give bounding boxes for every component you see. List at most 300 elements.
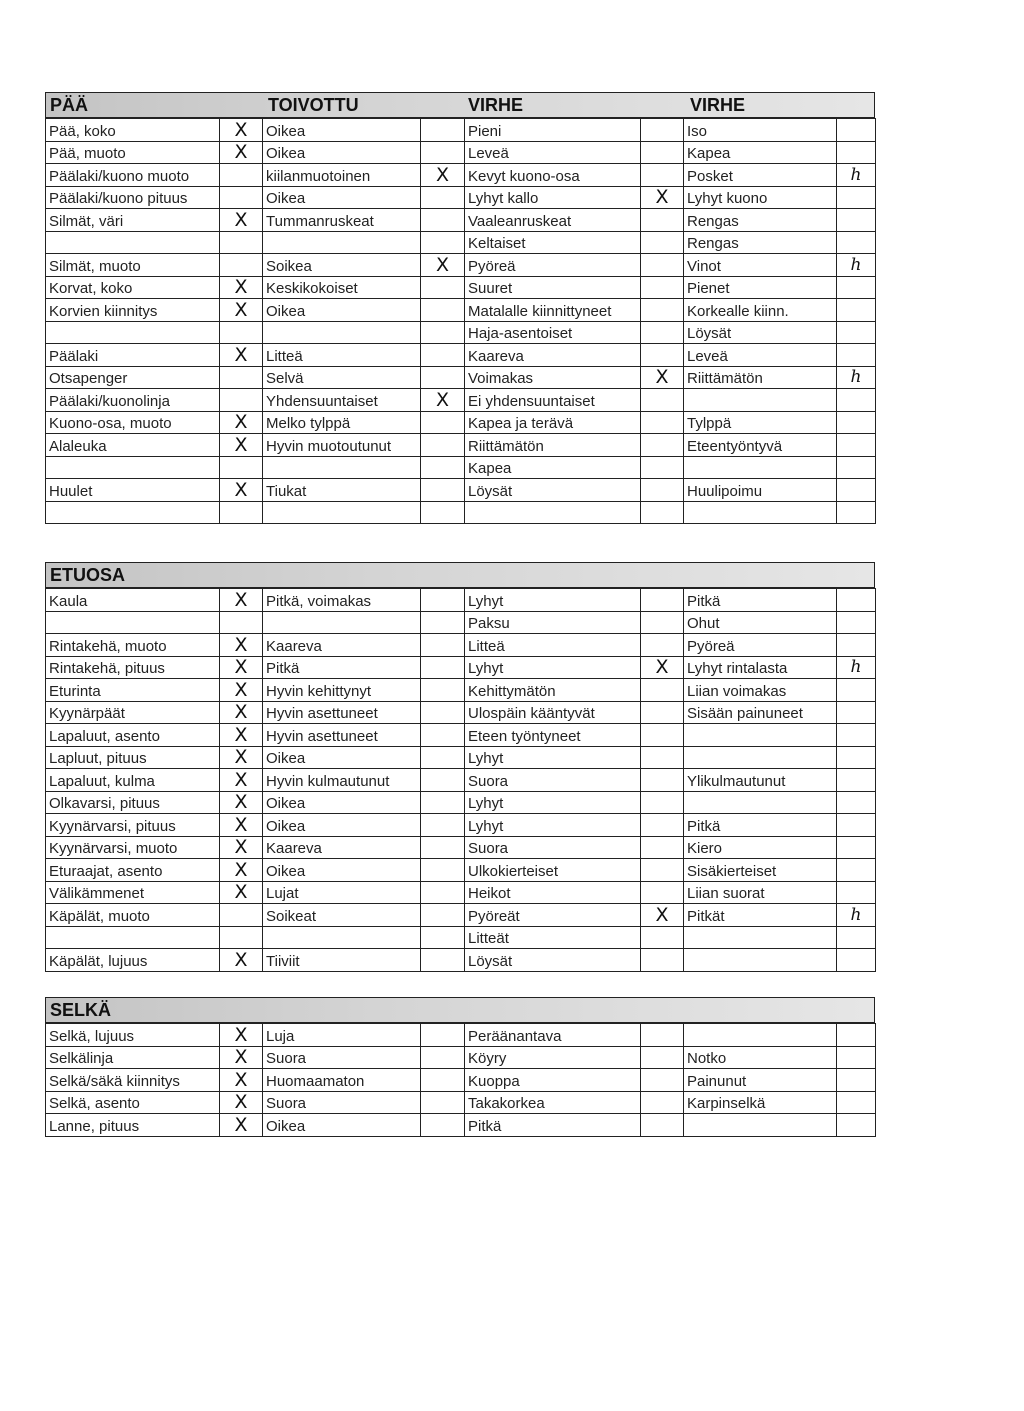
option-cell: Rengas: [684, 231, 837, 254]
note-cell: h: [837, 366, 876, 389]
check-mark-cell: [641, 769, 684, 792]
note-cell: [837, 501, 876, 524]
check-mark-cell: [641, 389, 684, 412]
check-mark-cell: [421, 769, 465, 792]
option-cell: Suora: [465, 769, 641, 792]
note-cell: [837, 456, 876, 479]
check-mark-cell: X: [220, 299, 263, 322]
option-cell: Huomaamaton: [263, 1069, 421, 1092]
check-mark-cell: [641, 1024, 684, 1047]
check-mark-cell: [641, 1069, 684, 1092]
check-mark-cell: [220, 366, 263, 389]
note-cell: [837, 141, 876, 164]
check-mark-cell: [641, 434, 684, 457]
section-selka: [45, 997, 875, 1137]
table-row: [46, 634, 876, 657]
option-cell: Melko tylppä: [263, 411, 421, 434]
note-cell: [837, 434, 876, 457]
table-row: [46, 209, 876, 232]
table-row: [46, 859, 876, 882]
check-mark-cell: [421, 299, 465, 322]
note-cell: h: [837, 656, 876, 679]
trait-label-cell: [46, 321, 220, 344]
check-mark-cell: [421, 656, 465, 679]
table-row: [46, 814, 876, 837]
check-mark-cell: [641, 254, 684, 277]
check-mark-cell: X: [220, 836, 263, 859]
note-cell: [837, 411, 876, 434]
table-row: [46, 456, 876, 479]
option-cell: Iso: [684, 119, 837, 142]
note-cell: [837, 859, 876, 882]
option-cell: Eteentyöntyvä: [684, 434, 837, 457]
option-cell: [465, 501, 641, 524]
check-mark-cell: [641, 411, 684, 434]
note-cell: [837, 186, 876, 209]
trait-label-cell: Alaleuka: [46, 434, 220, 457]
note-cell: [837, 231, 876, 254]
check-mark-cell: X: [220, 276, 263, 299]
option-cell: Litteä: [263, 344, 421, 367]
check-mark-cell: [641, 926, 684, 949]
option-cell: [684, 456, 837, 479]
option-cell: [684, 791, 837, 814]
check-mark-cell: [641, 701, 684, 724]
check-mark-cell: [641, 791, 684, 814]
check-mark-cell: X: [220, 656, 263, 679]
option-cell: [684, 501, 837, 524]
check-mark-cell: [421, 119, 465, 142]
check-mark-cell: [641, 1114, 684, 1137]
option-cell: Pyöreät: [465, 904, 641, 927]
check-mark-cell: [641, 164, 684, 187]
check-mark-cell: [421, 881, 465, 904]
trait-label-cell: Eturinta: [46, 679, 220, 702]
check-mark-cell: [220, 501, 263, 524]
note-cell: [837, 299, 876, 322]
note-cell: [837, 836, 876, 859]
option-cell: Ulkokierteiset: [465, 859, 641, 882]
option-cell: Kiero: [684, 836, 837, 859]
check-mark-cell: X: [220, 1114, 263, 1137]
table-row: [46, 276, 876, 299]
note-cell: [837, 791, 876, 814]
option-cell: Sisäkierteiset: [684, 859, 837, 882]
trait-label-cell: Korvat, koko: [46, 276, 220, 299]
check-mark-cell: [641, 836, 684, 859]
check-mark-cell: [641, 679, 684, 702]
trait-label-cell: Käpälät, muoto: [46, 904, 220, 927]
trait-label-cell: Lapluut, pituus: [46, 746, 220, 769]
note-cell: h: [837, 164, 876, 187]
trait-label-cell: Päälaki: [46, 344, 220, 367]
table-row: [46, 344, 876, 367]
check-mark-cell: [641, 611, 684, 634]
option-cell: Tiiviit: [263, 949, 421, 972]
option-cell: Oikea: [263, 1114, 421, 1137]
check-mark-cell: [220, 904, 263, 927]
check-mark-cell: [220, 926, 263, 949]
option-cell: Posket: [684, 164, 837, 187]
check-mark-cell: X: [220, 411, 263, 434]
option-cell: Huulipoimu: [684, 479, 837, 502]
check-mark-cell: [421, 209, 465, 232]
trait-label-cell: Rintakehä, muoto: [46, 634, 220, 657]
trait-label-cell: Lanne, pituus: [46, 1114, 220, 1137]
option-cell: Suuret: [465, 276, 641, 299]
section-header-etuosa: [45, 562, 875, 588]
option-cell: Leveä: [465, 141, 641, 164]
note-cell: [837, 344, 876, 367]
option-cell: Lyhyt: [465, 589, 641, 612]
check-mark-cell: X: [220, 701, 263, 724]
note-cell: h: [837, 904, 876, 927]
option-cell: Hyvin asettuneet: [263, 701, 421, 724]
check-mark-cell: X: [421, 164, 465, 187]
check-mark-cell: [641, 479, 684, 502]
trait-label-cell: Pää, muoto: [46, 141, 220, 164]
table-row: [46, 231, 876, 254]
option-cell: [684, 746, 837, 769]
table-row: [46, 611, 876, 634]
option-cell: Oikea: [263, 119, 421, 142]
option-cell: Paksu: [465, 611, 641, 634]
option-cell: Pyöreä: [465, 254, 641, 277]
check-mark-cell: [421, 479, 465, 502]
check-mark-cell: X: [220, 1024, 263, 1047]
option-cell: Pitkä, voimakas: [263, 589, 421, 612]
note-cell: [837, 926, 876, 949]
trait-label-cell: Päälaki/kuono pituus: [46, 186, 220, 209]
table-row: [46, 701, 876, 724]
check-mark-cell: [641, 321, 684, 344]
table-row: [46, 836, 876, 859]
check-mark-cell: [421, 859, 465, 882]
check-mark-cell: [220, 164, 263, 187]
option-cell: Selvä: [263, 366, 421, 389]
trait-label-cell: Pää, koko: [46, 119, 220, 142]
option-cell: Suora: [263, 1046, 421, 1069]
option-cell: [684, 389, 837, 412]
note-cell: [837, 1069, 876, 1092]
note-cell: [837, 679, 876, 702]
header-title: PÄÄ: [50, 95, 89, 115]
check-mark-cell: [641, 209, 684, 232]
trait-label-cell: Lapaluut, kulma: [46, 769, 220, 792]
option-cell: Haja-asentoiset: [465, 321, 641, 344]
trait-label-cell: [46, 456, 220, 479]
check-mark-cell: X: [220, 434, 263, 457]
header-title: SELKÄ: [50, 1000, 112, 1020]
check-mark-cell: [421, 1114, 465, 1137]
check-mark-cell: [641, 456, 684, 479]
header-toivottu: TOIVOTTU: [268, 95, 359, 115]
table-row: [46, 769, 876, 792]
option-cell: Hyvin kulmautunut: [263, 769, 421, 792]
trait-label-cell: Huulet: [46, 479, 220, 502]
header-title: ETUOSA: [50, 565, 126, 585]
header-virhe-1: VIRHE: [468, 95, 524, 115]
note-cell: [837, 746, 876, 769]
option-cell: Painunut: [684, 1069, 837, 1092]
check-mark-cell: X: [220, 949, 263, 972]
header-virhe-2: VIRHE: [690, 95, 746, 115]
trait-label-cell: Otsapenger: [46, 366, 220, 389]
trait-label-cell: Päälaki/kuono muoto: [46, 164, 220, 187]
check-mark-cell: [421, 701, 465, 724]
option-cell: Ohut: [684, 611, 837, 634]
option-cell: Tummanruskeat: [263, 209, 421, 232]
check-mark-cell: [641, 634, 684, 657]
check-mark-cell: X: [220, 724, 263, 747]
check-mark-cell: [220, 389, 263, 412]
trait-label-cell: Kyynärpäät: [46, 701, 220, 724]
check-mark-cell: [421, 141, 465, 164]
check-mark-cell: X: [220, 791, 263, 814]
option-cell: Peräänantava: [465, 1024, 641, 1047]
check-mark-cell: [641, 119, 684, 142]
table-row: [46, 656, 876, 679]
option-cell: Vaaleanruskeat: [465, 209, 641, 232]
trait-label-cell: Kaula: [46, 589, 220, 612]
option-cell: Hyvin muotoutunut: [263, 434, 421, 457]
check-mark-cell: X: [421, 254, 465, 277]
note-cell: [837, 814, 876, 837]
table-row: [46, 119, 876, 142]
check-mark-cell: [641, 859, 684, 882]
note-cell: [837, 479, 876, 502]
option-cell: Lujat: [263, 881, 421, 904]
table-row: [46, 724, 876, 747]
option-cell: Tiukat: [263, 479, 421, 502]
check-mark-cell: X: [220, 769, 263, 792]
table-row: [46, 321, 876, 344]
check-mark-cell: [421, 746, 465, 769]
check-mark-cell: [421, 186, 465, 209]
trait-label-cell: Silmät, muoto: [46, 254, 220, 277]
option-cell: [263, 926, 421, 949]
option-cell: Pitkä: [465, 1114, 641, 1137]
option-cell: Takakorkea: [465, 1091, 641, 1114]
option-cell: Kapea ja terävä: [465, 411, 641, 434]
option-cell: Oikea: [263, 141, 421, 164]
table-row: [46, 501, 876, 524]
option-cell: kiilanmuotoinen: [263, 164, 421, 187]
check-mark-cell: [220, 611, 263, 634]
table-row: [46, 479, 876, 502]
check-mark-cell: X: [220, 634, 263, 657]
trait-label-cell: [46, 231, 220, 254]
trait-label-cell: [46, 501, 220, 524]
check-mark-cell: [421, 456, 465, 479]
option-cell: Liian suorat: [684, 881, 837, 904]
check-mark-cell: [421, 411, 465, 434]
option-cell: Litteät: [465, 926, 641, 949]
check-mark-cell: X: [220, 679, 263, 702]
note-cell: [837, 949, 876, 972]
trait-label-cell: Eturaajat, asento: [46, 859, 220, 882]
check-mark-cell: [641, 949, 684, 972]
table-row: [46, 254, 876, 277]
check-mark-cell: X: [220, 1091, 263, 1114]
check-mark-cell: [421, 1091, 465, 1114]
check-mark-cell: [421, 679, 465, 702]
option-cell: Pitkät: [684, 904, 837, 927]
trait-label-cell: Välikämmenet: [46, 881, 220, 904]
option-cell: Lyhyt: [465, 656, 641, 679]
trait-label-cell: Olkavarsi, pituus: [46, 791, 220, 814]
option-cell: Riittämätön: [465, 434, 641, 457]
trait-label-cell: Silmät, väri: [46, 209, 220, 232]
option-cell: Riittämätön: [684, 366, 837, 389]
option-cell: Lyhyt kuono: [684, 186, 837, 209]
option-cell: Soikeat: [263, 904, 421, 927]
check-mark-cell: [641, 299, 684, 322]
check-mark-cell: [421, 1069, 465, 1092]
check-mark-cell: [641, 746, 684, 769]
check-mark-cell: X: [220, 746, 263, 769]
trait-label-cell: Kyynärvarsi, muoto: [46, 836, 220, 859]
option-cell: Hyvin kehittynyt: [263, 679, 421, 702]
check-mark-cell: [421, 589, 465, 612]
option-cell: Oikea: [263, 186, 421, 209]
option-cell: [263, 321, 421, 344]
section-header-selka: [45, 997, 875, 1023]
option-cell: Pitkä: [684, 814, 837, 837]
option-cell: Kapea: [684, 141, 837, 164]
table-etuosa: [45, 588, 876, 972]
option-cell: Kapea: [465, 456, 641, 479]
note-cell: [837, 1046, 876, 1069]
check-mark-cell: [421, 231, 465, 254]
trait-label-cell: Kuono-osa, muoto: [46, 411, 220, 434]
option-cell: [684, 1024, 837, 1047]
check-mark-cell: X: [220, 881, 263, 904]
option-cell: Tylppä: [684, 411, 837, 434]
option-cell: Pitkä: [263, 656, 421, 679]
option-cell: Lyhyt: [465, 814, 641, 837]
option-cell: Pitkä: [684, 589, 837, 612]
note-cell: [837, 881, 876, 904]
trait-label-cell: [46, 926, 220, 949]
option-cell: Köyry: [465, 1046, 641, 1069]
check-mark-cell: [641, 1091, 684, 1114]
option-cell: Pyöreä: [684, 634, 837, 657]
table-row: [46, 1114, 876, 1137]
table-row: [46, 164, 876, 187]
check-mark-cell: [641, 276, 684, 299]
check-mark-cell: X: [220, 589, 263, 612]
check-mark-cell: [421, 724, 465, 747]
check-mark-cell: X: [220, 1046, 263, 1069]
option-cell: Keskikokoiset: [263, 276, 421, 299]
table-row: [46, 1024, 876, 1047]
note-cell: [837, 611, 876, 634]
table-row: [46, 434, 876, 457]
check-mark-cell: [421, 501, 465, 524]
option-cell: Voimakas: [465, 366, 641, 389]
option-cell: Oikea: [263, 299, 421, 322]
table-selka: [45, 1023, 876, 1137]
check-mark-cell: X: [220, 141, 263, 164]
option-cell: Leveä: [684, 344, 837, 367]
check-mark-cell: [421, 276, 465, 299]
check-mark-cell: [421, 926, 465, 949]
table-paa: [45, 118, 876, 524]
trait-label-cell: Selkälinja: [46, 1046, 220, 1069]
note-cell: h: [837, 254, 876, 277]
trait-label-cell: [46, 611, 220, 634]
option-cell: Kaareva: [263, 634, 421, 657]
option-cell: Korkealle kiinn.: [684, 299, 837, 322]
option-cell: Litteä: [465, 634, 641, 657]
check-mark-cell: [421, 791, 465, 814]
check-mark-cell: [421, 949, 465, 972]
note-cell: [837, 1091, 876, 1114]
table-row: [46, 1046, 876, 1069]
check-mark-cell: X: [421, 389, 465, 412]
check-mark-cell: [220, 231, 263, 254]
option-cell: Matalalle kiinnittyneet: [465, 299, 641, 322]
note-cell: [837, 634, 876, 657]
trait-label-cell: Korvien kiinnitys: [46, 299, 220, 322]
option-cell: Notko: [684, 1046, 837, 1069]
option-cell: Pieni: [465, 119, 641, 142]
check-mark-cell: [421, 366, 465, 389]
option-cell: Lyhyt kallo: [465, 186, 641, 209]
trait-label-cell: Kyynärvarsi, pituus: [46, 814, 220, 837]
check-mark-cell: X: [641, 656, 684, 679]
option-cell: Löysät: [684, 321, 837, 344]
option-cell: Lyhyt rintalasta: [684, 656, 837, 679]
option-cell: Heikot: [465, 881, 641, 904]
option-cell: [684, 1114, 837, 1137]
option-cell: Kuoppa: [465, 1069, 641, 1092]
table-row: [46, 904, 876, 927]
option-cell: Lyhyt: [465, 791, 641, 814]
note-cell: [837, 589, 876, 612]
option-cell: Kehittymätön: [465, 679, 641, 702]
check-mark-cell: X: [220, 1069, 263, 1092]
option-cell: Ylikulmautunut: [684, 769, 837, 792]
note-cell: [837, 1114, 876, 1137]
check-mark-cell: [421, 1046, 465, 1069]
note-cell: [837, 276, 876, 299]
option-cell: [263, 611, 421, 634]
section-paa: [45, 92, 875, 524]
note-cell: [837, 209, 876, 232]
check-mark-cell: [220, 456, 263, 479]
option-cell: Lyhyt: [465, 746, 641, 769]
trait-label-cell: Päälaki/kuonolinja: [46, 389, 220, 412]
option-cell: Pienet: [684, 276, 837, 299]
check-mark-cell: [421, 634, 465, 657]
check-mark-cell: [421, 344, 465, 367]
option-cell: Luja: [263, 1024, 421, 1047]
option-cell: [263, 456, 421, 479]
trait-label-cell: Selkä, asento: [46, 1091, 220, 1114]
check-mark-cell: [641, 141, 684, 164]
option-cell: Rengas: [684, 209, 837, 232]
table-row: [46, 299, 876, 322]
check-mark-cell: [641, 881, 684, 904]
check-mark-cell: [641, 344, 684, 367]
check-mark-cell: X: [641, 904, 684, 927]
check-mark-cell: [641, 231, 684, 254]
table-row: [46, 881, 876, 904]
option-cell: Yhdensuuntaiset: [263, 389, 421, 412]
option-cell: [263, 231, 421, 254]
